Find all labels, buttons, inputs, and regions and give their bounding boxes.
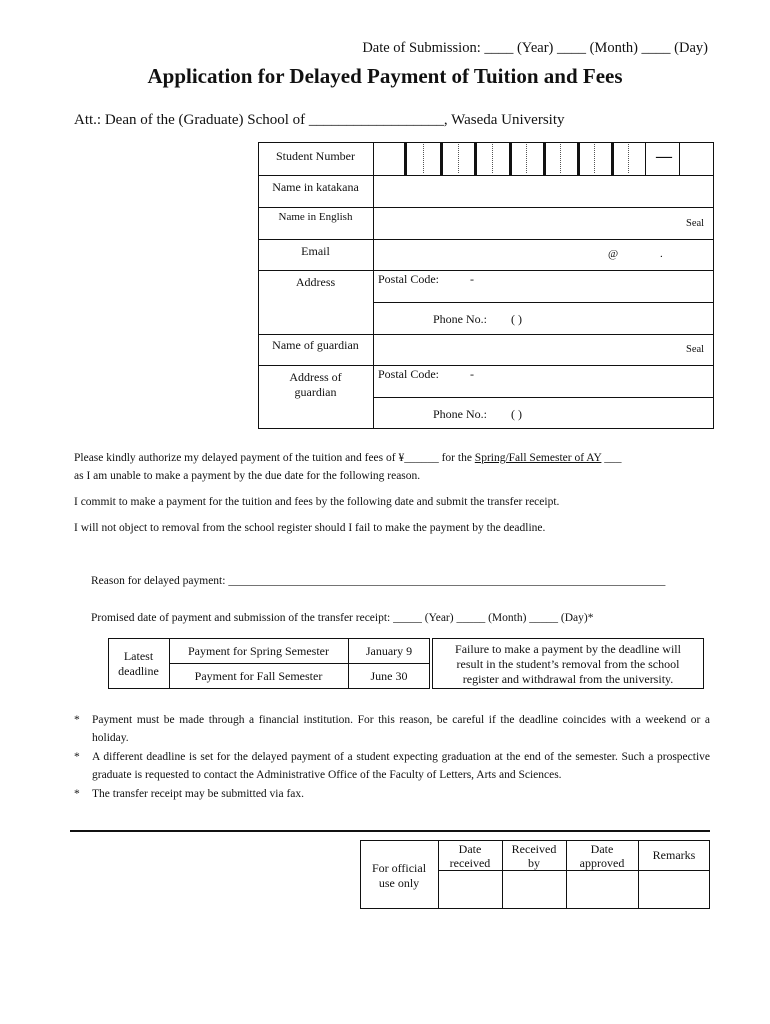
received-by-label-1: Received (511, 842, 557, 856)
note-item: * Payment must be made through a financial institution. For this reason, be careful if the deadline coincides with a weekend or a holiday. (74, 714, 710, 744)
student-number-label: Student Number (276, 149, 355, 163)
seal-label: Seal (686, 218, 705, 229)
guardian-seal-label: Seal (686, 344, 705, 355)
phone-label: Phone No.: (433, 312, 487, 326)
warning-line-2: result in the student’s removal from the school (456, 657, 680, 671)
address-label: Address (295, 275, 336, 289)
guardian-name-label: Name of guardian (272, 338, 359, 352)
note-item: * A different deadline is set for the delayed payment of a student expecting graduation at the end of the semester. Such a prospective graduate is requested to contact the Administrative Office of the Faculty of Letters, Arts and Sciences. (74, 751, 710, 781)
remarks-label: Remarks (652, 848, 696, 862)
student-number-dash: — (656, 148, 672, 165)
student-info-table (258, 142, 714, 429)
postal-code-label: Postal Code: (378, 272, 440, 286)
name-english-label: Name in English (278, 211, 353, 223)
guardian-address-label-2: guardian (294, 385, 337, 399)
latest-label-1: Latest (123, 649, 154, 663)
deadline-table (108, 638, 430, 689)
email-dot: . (660, 248, 663, 260)
note-item: * The transfer receipt may be submitted via fax. (74, 788, 305, 800)
latest-label-2: deadline (118, 664, 159, 678)
spring-payment-label: Payment for Spring Semester (188, 644, 329, 658)
section-divider (70, 830, 710, 832)
guardian-phone-label: Phone No.: (433, 407, 487, 421)
date-received-label-1: Date (458, 842, 482, 856)
official-use-label-1: For official (371, 861, 427, 875)
name-katakana-label: Name in katakana (272, 180, 359, 194)
attention-line: Att.: Dean of the (Graduate) School of __________________, Waseda University (74, 112, 565, 128)
phone-parens: ( ) (511, 312, 522, 326)
guardian-address-label-1: Address of (289, 370, 342, 384)
warning-line-1: Failure to make a payment by the deadline will (455, 642, 681, 656)
email-label: Email (301, 244, 330, 258)
commit-paragraph: I commit to make a payment for the tuition and fees by the following date and submit the transfer receipt. (74, 496, 560, 508)
spring-deadline: January 9 (365, 644, 413, 658)
received-by-label-2: by (528, 856, 540, 870)
reason-field[interactable]: Reason for delayed payment: ____________________________________________________________________________ (91, 575, 666, 587)
date-received-label-2: received (449, 856, 491, 870)
date-of-submission: Date of Submission: ____ (Year) ____ (Month) ____ (Day) (362, 40, 708, 56)
warning-line-3: register and withdrawal from the university. (462, 672, 674, 686)
official-use-label-2: use only (378, 876, 420, 890)
guardian-phone-parens: ( ) (511, 407, 522, 421)
name-katakana-field[interactable] (376, 177, 712, 206)
request-paragraph: Please kindly authorize my delayed payment of the tuition and fees of ¥______ for the Spring/Fall Semester of AY ___ (74, 452, 622, 464)
semester-selection[interactable]: Spring/Fall Semester of AY (474, 452, 602, 464)
fall-payment-label: Payment for Fall Semester (194, 669, 323, 683)
guardian-postal-label: Postal Code: (378, 367, 440, 381)
removal-paragraph: I will not object to removal from the school register should I fail to make the payment by the deadline. (74, 522, 546, 534)
date-approved-label-1: Date (590, 842, 614, 856)
office-use-table (360, 840, 710, 909)
guardian-postal-dash: - (470, 367, 474, 381)
request-paragraph-line2: as I am unable to make a payment by the due date for the following reason. (74, 470, 421, 482)
guardian-name-field[interactable] (376, 336, 676, 364)
promised-date-field[interactable]: Promised date of payment and submission of the transfer receipt: _____ (Year) _____ (Month) _____ (Day)* (91, 612, 594, 624)
date-approved-label-2: approved (579, 856, 625, 870)
page-title: Application for Delayed Payment of Tuition and Fees (147, 64, 623, 88)
warning-box (432, 638, 704, 689)
postal-code-dash: - (470, 272, 474, 286)
fall-deadline: June 30 (370, 669, 408, 683)
name-english-field[interactable] (376, 209, 676, 238)
student-number-field[interactable] (378, 144, 710, 174)
email-field[interactable] (376, 241, 712, 269)
email-at: @ (608, 248, 619, 260)
